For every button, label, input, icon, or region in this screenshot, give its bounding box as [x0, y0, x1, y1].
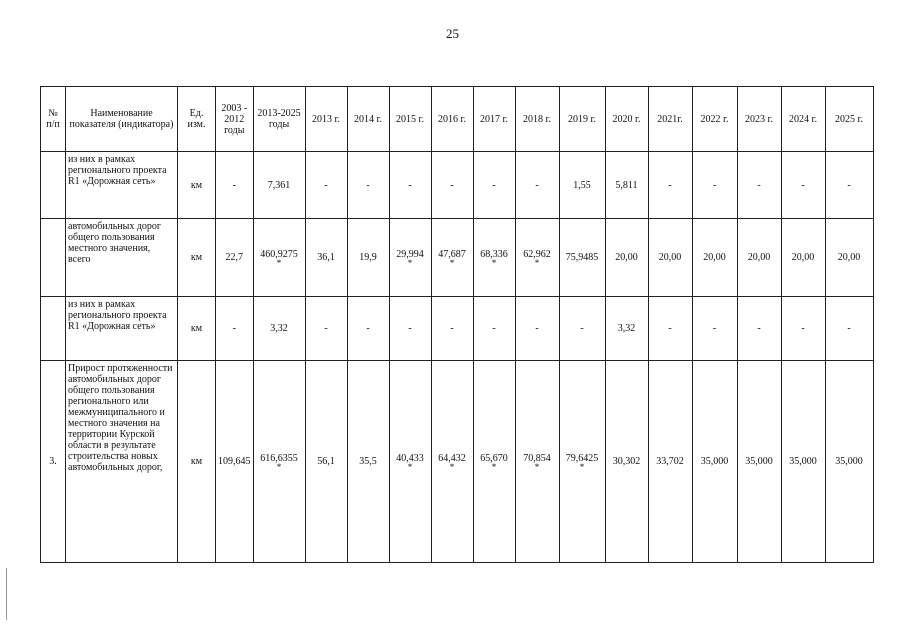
cell-period-2003-2012-text: 22,7	[225, 252, 243, 263]
cell-period-2013-2025-text: 3,32	[270, 323, 288, 334]
cell-period-2003-2012-text: -	[232, 323, 236, 334]
cell-year-value-text: -	[450, 179, 454, 191]
cell-year-value-text: 1,55	[573, 179, 591, 191]
cell-year-value	[305, 297, 347, 361]
cell-num	[41, 219, 66, 297]
cell-year-value-text: 62,962	[523, 249, 551, 260]
cell-year-value-text: -	[801, 323, 805, 334]
cell-year-value-text: -	[408, 179, 412, 191]
cell-unit	[178, 152, 216, 219]
cell-year-value-text: 20,00	[703, 252, 726, 263]
cell-period-2003-2012	[216, 152, 254, 219]
cell-year-value	[605, 361, 648, 563]
cell-year-value-text: -	[847, 179, 851, 191]
cell-year-value-text: 20,00	[837, 252, 861, 263]
cell-period-2013-2025	[253, 361, 305, 563]
cell-year-value-text: 35,000	[745, 456, 773, 467]
cell-year-value	[347, 219, 389, 297]
cell-year-value	[692, 361, 737, 563]
cell-year-value-text: -	[535, 323, 539, 334]
cell-year-value-text: 35,5	[359, 456, 377, 467]
table-row	[41, 219, 874, 297]
cell-year-value	[559, 297, 605, 361]
footnote-asterisk: *	[407, 258, 413, 268]
cell-year-value-text: -	[450, 323, 454, 334]
cell-period-2013-2025	[253, 219, 305, 297]
cell-year-value-text: 35,000	[835, 456, 863, 467]
cell-year-value-text: -	[712, 323, 717, 334]
header-year: 2017 г.	[473, 87, 515, 152]
cell-year-value-text: 20,00	[658, 252, 682, 263]
cell-indicator-name	[66, 361, 178, 563]
cell-year-value-text: 29,994	[396, 249, 424, 260]
cell-year-value	[692, 152, 737, 219]
cell-year-value-text: -	[492, 323, 496, 334]
cell-year-value	[305, 219, 347, 297]
header-year: 2022 г.	[692, 87, 737, 152]
footnote-asterisk: *	[276, 462, 282, 472]
cell-unit	[178, 297, 216, 361]
cell-year-value-text: 20,00	[791, 252, 815, 263]
header-num: № п/п	[41, 87, 66, 152]
footnote-asterisk: *	[407, 462, 413, 472]
cell-year-value-text: 68,336	[480, 249, 508, 260]
cell-indicator-name-text: из них в рамках регионального проекта R1 «Дорожная сеть»	[68, 299, 167, 332]
header-year: 2020 г.	[605, 87, 648, 152]
cell-year-value-text: 47,687	[438, 249, 466, 260]
header-year: 2016 г.	[431, 87, 473, 152]
cell-year-value-text: -	[757, 179, 761, 191]
cell-year-value-text: 5,811	[615, 179, 638, 191]
footnote-asterisk: *	[491, 258, 497, 268]
cell-year-value-text: -	[580, 323, 584, 334]
cell-indicator-name	[66, 297, 178, 361]
cell-year-value	[648, 361, 692, 563]
cell-year-value-text: -	[757, 323, 761, 334]
cell-year-value	[648, 297, 692, 361]
cell-indicator-name	[66, 152, 178, 219]
cell-year-value-text: -	[324, 323, 328, 334]
cell-year-value	[473, 361, 515, 563]
header-year: 2015 г.	[389, 87, 431, 152]
header-period-2013-2025: 2013-2025 годы	[253, 87, 305, 152]
cell-year-value-text: -	[847, 323, 851, 334]
cell-year-value-text: 19,9	[359, 252, 377, 263]
cell-year-value	[737, 361, 781, 563]
cell-year-value	[692, 219, 737, 297]
cell-unit	[178, 219, 216, 297]
cell-year-value-text: 70,854	[523, 453, 551, 464]
cell-period-2003-2012	[216, 219, 254, 297]
table-row	[41, 152, 874, 219]
cell-period-2013-2025-text: 7,361	[267, 179, 291, 191]
cell-year-value	[431, 219, 473, 297]
cell-year-value	[825, 219, 873, 297]
cell-year-value-text: 36,1	[317, 252, 335, 263]
cell-year-value-text: -	[408, 323, 412, 334]
cell-year-value	[515, 219, 559, 297]
cell-year-value-text: -	[712, 179, 717, 191]
header-year: 2025 г.	[825, 87, 873, 152]
cell-period-2013-2025	[253, 152, 305, 219]
cell-num-text: 3.	[49, 456, 57, 467]
cell-year-value	[605, 152, 648, 219]
cell-year-value	[473, 219, 515, 297]
cell-year-value	[559, 361, 605, 563]
cell-year-value	[781, 361, 825, 563]
cell-period-2003-2012-text: 109,645	[218, 456, 251, 467]
header-year: 2021г.	[648, 87, 692, 152]
header-year: 2013 г.	[305, 87, 347, 152]
cell-year-value	[648, 152, 692, 219]
cell-year-value-text: 20,00	[615, 252, 638, 263]
cell-year-value	[473, 152, 515, 219]
cell-indicator-name	[66, 219, 178, 297]
cell-year-value-text: 35,000	[700, 456, 729, 467]
header-unit: Ед. изм.	[178, 87, 216, 152]
header-year: 2019 г.	[559, 87, 605, 152]
cell-year-value	[515, 152, 559, 219]
cell-year-value	[605, 297, 648, 361]
cell-unit-text: км	[190, 252, 203, 263]
cell-year-value-text: 20,00	[747, 252, 771, 263]
header-year: 2024 г.	[781, 87, 825, 152]
footnote-asterisk: *	[579, 462, 585, 472]
cell-period-2013-2025	[253, 297, 305, 361]
footnote-asterisk: *	[449, 258, 455, 268]
cell-year-value-text: 3,32	[617, 323, 636, 334]
footnote-asterisk: *	[491, 462, 497, 472]
footnote-asterisk: *	[276, 258, 282, 268]
cell-year-value	[781, 152, 825, 219]
cell-year-value-text: -	[324, 179, 328, 191]
cell-year-value	[692, 297, 737, 361]
cell-year-value	[559, 152, 605, 219]
cell-period-2003-2012	[216, 361, 254, 563]
cell-year-value	[347, 152, 389, 219]
cell-year-value-text: 65,670	[480, 453, 508, 464]
cell-year-value	[737, 152, 781, 219]
cell-year-value	[347, 361, 389, 563]
cell-indicator-name-text: Прирост протяженности автомобильных дорог общего пользования регионального или межмуниципального и местного значения на территории Курской области в результате строительства новых автомобильных дорог,	[68, 363, 173, 473]
cell-year-value-text: -	[668, 323, 672, 334]
page-number: 25	[446, 26, 459, 41]
cell-year-value	[648, 219, 692, 297]
header-row	[41, 87, 874, 152]
cell-year-value	[389, 297, 431, 361]
cell-year-value	[389, 219, 431, 297]
cell-year-value	[825, 152, 873, 219]
cell-year-value	[737, 297, 781, 361]
cell-year-value-text: -	[492, 179, 496, 191]
cell-year-value	[559, 219, 605, 297]
cell-year-value-text: 30,302	[612, 456, 641, 467]
cell-year-value	[737, 219, 781, 297]
cell-year-value-text: -	[366, 323, 370, 334]
cell-year-value-text: -	[535, 179, 539, 191]
header-year: 2023 г.	[737, 87, 781, 152]
cell-year-value	[825, 361, 873, 563]
cell-period-2013-2025-text: 460,9275	[260, 249, 298, 260]
cell-year-value-text: -	[366, 179, 370, 191]
cell-year-value-text: 79,6425	[565, 453, 599, 464]
cell-year-value	[305, 361, 347, 563]
cell-year-value-text: 75,9485	[565, 252, 599, 263]
header-year: 2014 г.	[347, 87, 389, 152]
cell-year-value	[473, 297, 515, 361]
cell-period-2003-2012-text: -	[232, 179, 236, 191]
cell-year-value	[305, 152, 347, 219]
header-name: Наименование показателя (индикатора)	[66, 87, 178, 152]
cell-year-value	[515, 361, 559, 563]
scan-edge-mark	[6, 568, 7, 620]
cell-period-2003-2012	[216, 297, 254, 361]
cell-period-2013-2025-text: 616,6355	[260, 453, 298, 464]
cell-unit	[178, 361, 216, 563]
cell-year-value	[515, 297, 559, 361]
cell-year-value	[781, 219, 825, 297]
cell-num	[41, 361, 66, 563]
cell-num	[41, 152, 66, 219]
cell-year-value-text: 40,433	[396, 453, 424, 464]
cell-year-value	[431, 361, 473, 563]
table-body	[41, 152, 874, 563]
cell-year-value	[431, 152, 473, 219]
footnote-asterisk: *	[449, 462, 455, 472]
cell-year-value-text: 64,432	[438, 453, 466, 464]
cell-num	[41, 297, 66, 361]
table-row	[41, 361, 874, 563]
footnote-asterisk: *	[534, 258, 540, 268]
cell-year-value	[389, 152, 431, 219]
cell-unit-text: км	[190, 323, 203, 334]
cell-year-value-text: 56,1	[317, 456, 335, 467]
cell-year-value-text: 33,702	[656, 456, 684, 467]
cell-unit-text: км	[190, 456, 203, 467]
cell-year-value	[431, 297, 473, 361]
cell-unit-text: км	[190, 179, 203, 191]
cell-indicator-name-text: из них в рамках регионального проекта R1 «Дорожная сеть»	[68, 154, 167, 187]
cell-year-value	[605, 219, 648, 297]
cell-year-value-text: -	[668, 179, 672, 191]
cell-year-value	[781, 297, 825, 361]
header-period-2003-2012: 2003 - 2012 годы	[216, 87, 254, 152]
cell-year-value	[389, 361, 431, 563]
cell-indicator-name-text: автомобильных дорог общего пользования местного значения, всего	[68, 221, 162, 265]
table-row	[41, 297, 874, 361]
cell-year-value-text: -	[801, 179, 805, 191]
cell-year-value	[347, 297, 389, 361]
header-year: 2018 г.	[515, 87, 559, 152]
footnote-asterisk: *	[534, 462, 540, 472]
cell-year-value	[825, 297, 873, 361]
cell-year-value-text: 35,000	[789, 456, 817, 467]
indicators-table	[40, 86, 874, 563]
